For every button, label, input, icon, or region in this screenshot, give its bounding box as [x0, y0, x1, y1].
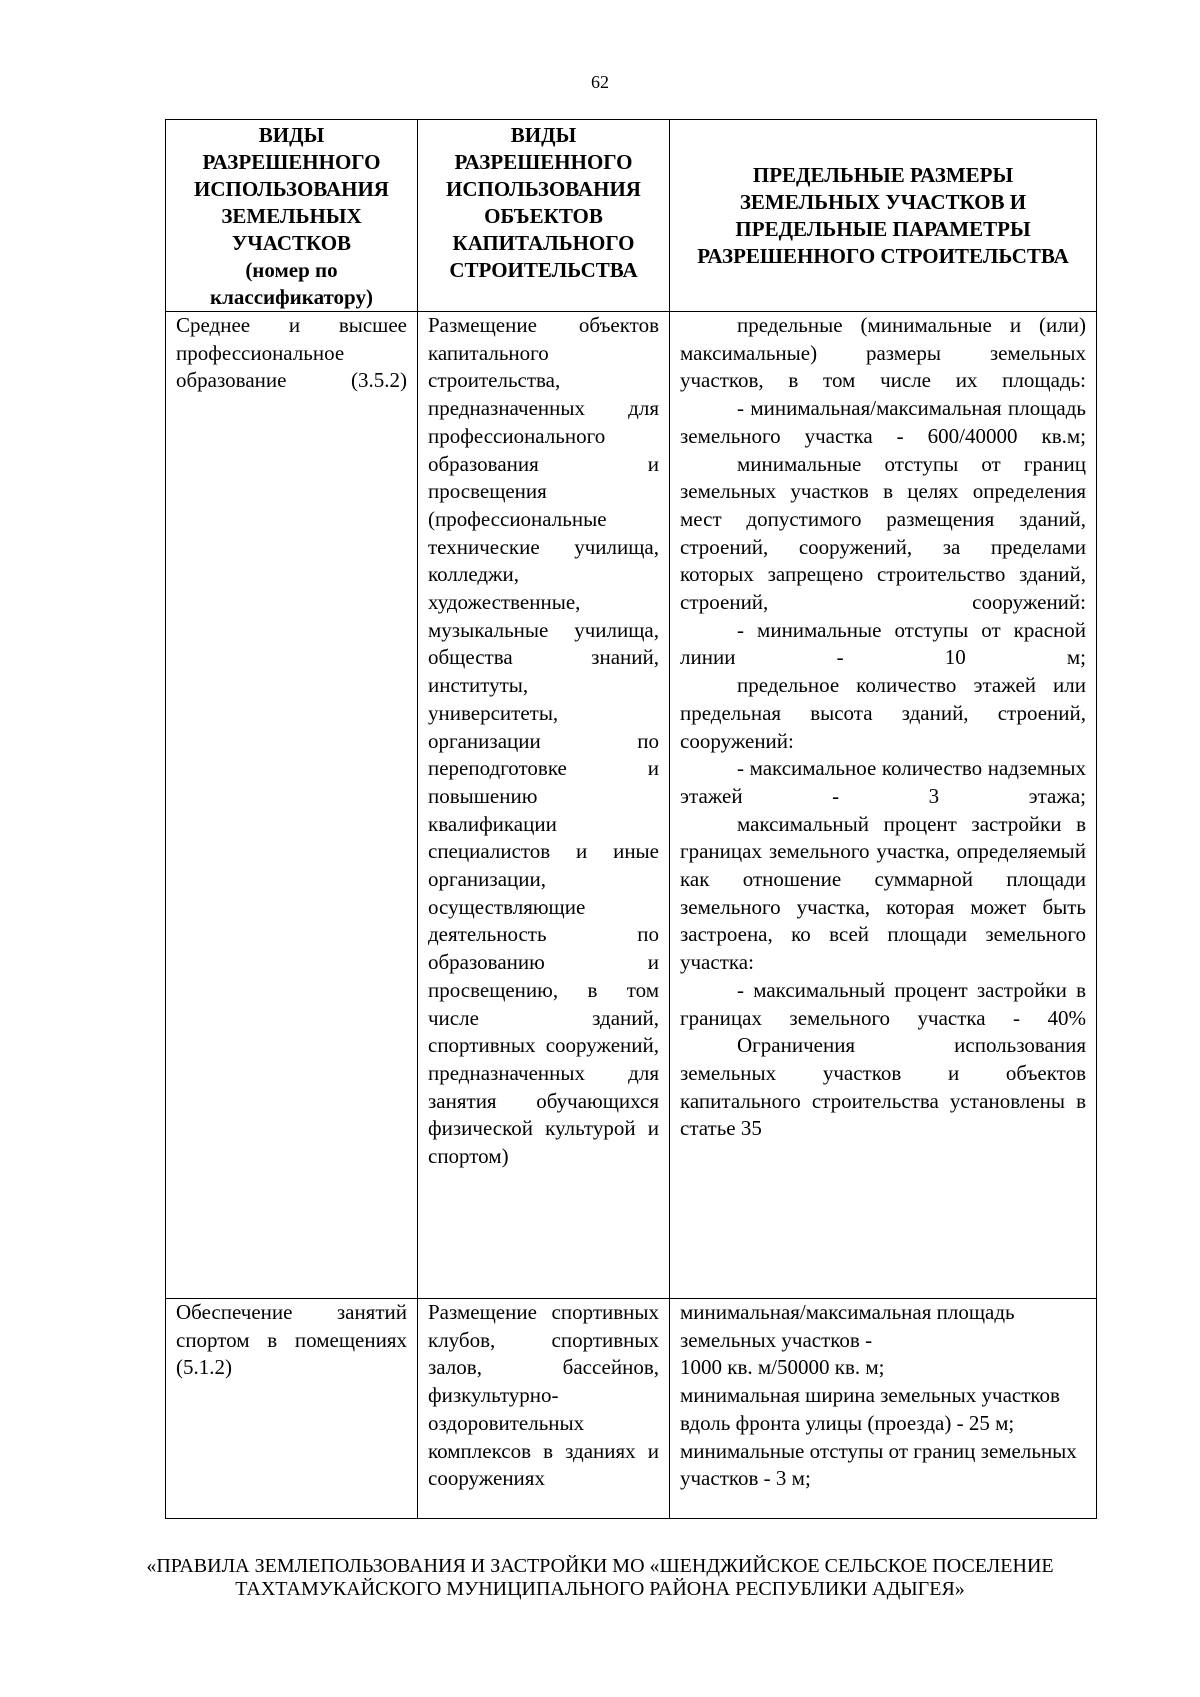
footer-line: ТАХТАМУКАЙСКОГО МУНИЦИПАЛЬНОГО РАЙОНА РЕСПУБЛИКИ АДЫГЕЯ»: [235, 1578, 965, 1600]
capital-use-cell: Размещение спортивных клубов, спортивных залов, бассейнов, физкультурно-оздоровительных комплексов в зданиях и сооружениях: [418, 1299, 670, 1519]
limits-cell: [670, 312, 1097, 1299]
land-use-cell: Обеспечение занятий спортом в помещениях (5.1.2): [166, 1299, 418, 1519]
page-number: 62: [591, 72, 609, 92]
table-header-row: [166, 120, 1097, 312]
land-use-cell: Среднее и высшее профессиональное образование (3.5.2): [166, 312, 418, 1299]
header-capital-use: ВИДЫ РАЗРЕШЕННОГО ИСПОЛЬЗОВАНИЯ ОБЪЕКТОВ КАПИТАЛЬНОГО СТРОИТЕЛЬСТВА: [418, 120, 670, 312]
header-land-use: [166, 120, 418, 312]
param-paragraph: минимальная/максимальная площадь земельных участков -: [680, 1300, 1015, 1352]
param-paragraph: Ограничения использования земельных участков и объектов капитального строительства установлены в статье 35: [680, 1033, 1086, 1141]
param-paragraph: - минимальные отступы от красной линии - 10 м;: [680, 617, 1086, 670]
param-paragraph: максимальный процент застройки в границах земельного участка, определяемый как отношение суммарной площади земельного участка, которая может быть застроена, ко всей площади земельного участка:: [680, 811, 1086, 975]
table-row: [166, 312, 1097, 1299]
param-paragraph: предельное количество этажей или предельная высота зданий, строений, сооружений:: [680, 673, 1086, 753]
param-paragraph: - минимальная/максимальная площадь земельного участка - 600/40000 кв.м;: [680, 396, 1086, 448]
document-footer: [0, 1555, 1200, 1601]
param-paragraph: минимальные отступы от границ земельных участков - 3 м;: [680, 1438, 1077, 1491]
header-land-use-subtitle: (номер по классификатору): [210, 258, 373, 309]
header-limits: ПРЕДЕЛЬНЫЕ РАЗМЕРЫ ЗЕМЕЛЬНЫХ УЧАСТКОВ И ПРЕДЕЛЬНЫЕ ПАРАМЕТРЫ РАЗРЕШЕННОГО СТРОИТЕЛЬСТВА: [670, 120, 1097, 312]
table-row: [166, 1299, 1097, 1519]
param-paragraph: - максимальный процент застройки в границах земельного участка - 40%: [680, 977, 1086, 1030]
param-paragraph: - максимальное количество надземных этажей - 3 этажа;: [680, 756, 1086, 808]
param-paragraph: 1000 кв. м/50000 кв. м;: [680, 1355, 885, 1380]
zoning-rules-table: [165, 119, 1097, 1519]
capital-use-cell: Размещение объектов капитального строительства, предназначенных для профессионального образования и просвещения (профессиональные технические училища, колледжи, художественные, музыкальные училища, общества знаний, институты, университеты, организации по переподготовке и повышению квалификации специалистов и иные организации, осуществляющие деятельность по образованию и просвещению, в том числе зданий, спортивных сооружений, предназначенных для занятия обучающихся физической культурой и спортом): [418, 312, 670, 1299]
param-paragraph: минимальные отступы от границ земельных участков в целях определения мест допустимого размещения зданий, строений, сооружений, за пределами которых запрещено строительство зданий, строений, сооружений:: [680, 451, 1086, 615]
footer-line: «ПРАВИЛА ЗЕМЛЕПОЛЬЗОВАНИЯ И ЗАСТРОЙКИ МО «ШЕНДЖИЙСКОЕ СЕЛЬСКОЕ ПОСЕЛЕНИЕ: [146, 1555, 1054, 1577]
param-paragraph: минимальная ширина земельных участков вдоль фронта улицы (проезда) - 25 м;: [680, 1383, 1060, 1435]
header-land-use-title: ВИДЫ РАЗРЕШЕННОГО ИСПОЛЬЗОВАНИЯ ЗЕМЕЛЬНЫХ УЧАСТКОВ: [194, 123, 389, 255]
limits-cell: [670, 1299, 1097, 1519]
param-paragraph: предельные (минимальные и (или) максимальные) размеры земельных участков, в том числе их площадь:: [680, 313, 1086, 393]
